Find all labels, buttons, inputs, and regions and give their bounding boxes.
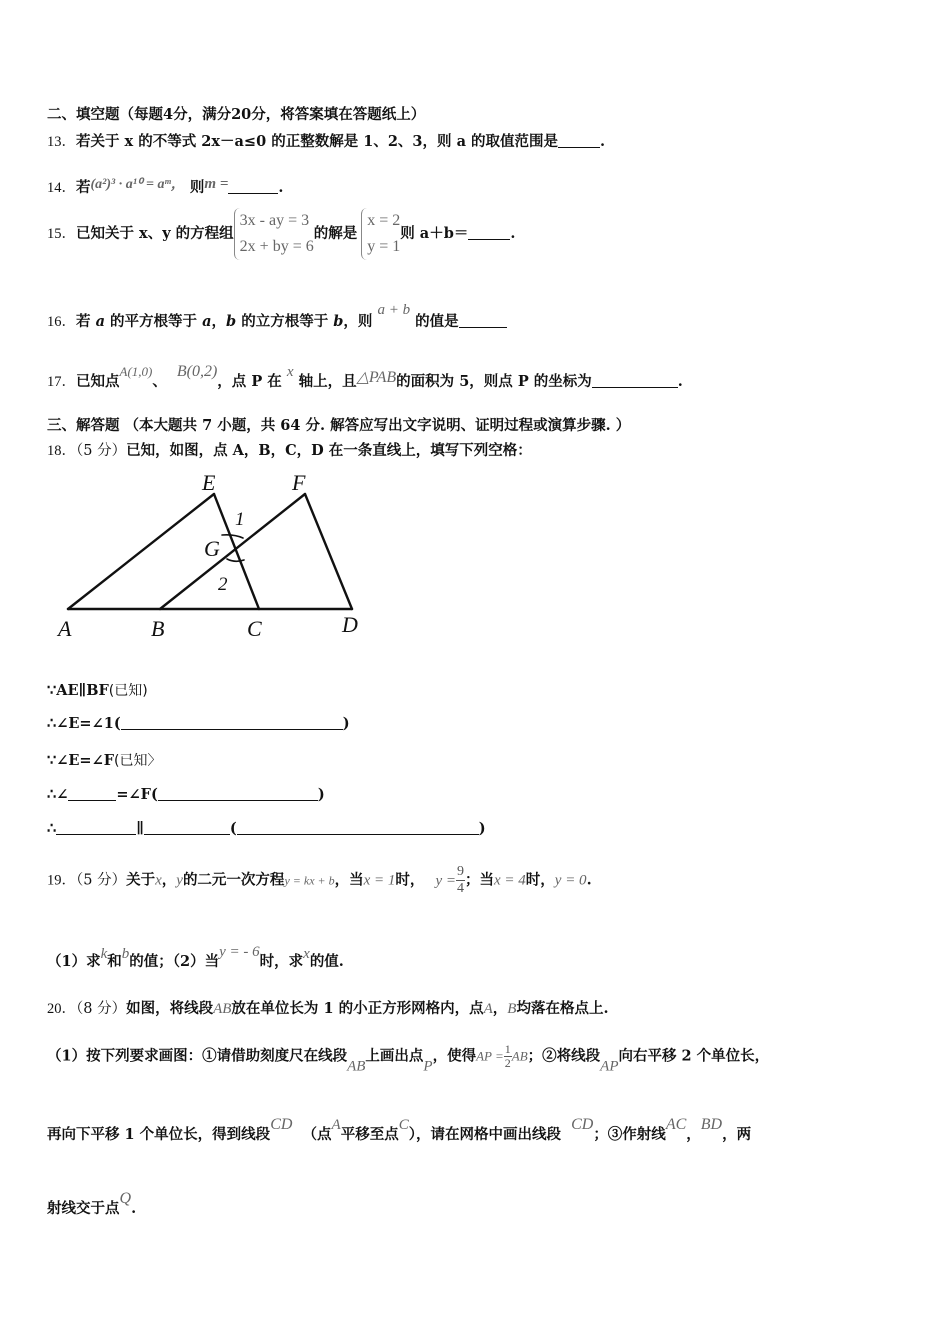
q18-step4-angle-blank[interactable]	[68, 786, 116, 801]
q20-p1d: ；②将线段	[527, 1047, 601, 1065]
q18-step4-close: )	[317, 786, 325, 803]
line-bf	[160, 494, 305, 609]
q20-p3a: 射线交于点	[47, 1200, 120, 1217]
q20-b: B	[507, 1001, 517, 1017]
q16-answer-blank[interactable]	[459, 313, 507, 328]
q20-fraction	[504, 1043, 512, 1070]
q18-step5-parallel: ∥	[136, 820, 144, 837]
q20-eq-left: AP =	[476, 1048, 504, 1064]
q19-cond3: y = 0	[554, 872, 587, 889]
q20-ab2: AB	[347, 1058, 366, 1075]
q19-fraction	[456, 864, 465, 897]
q14-expression: (a²)³ · a¹⁰ = aᵐ，	[90, 177, 185, 192]
section2-header: 二、填空题（每题4分，满分20分，将答案填在答题纸上）	[47, 106, 426, 123]
q17-x: x	[286, 364, 294, 380]
q16-var-b2: b	[333, 313, 344, 330]
q19-equation: y = kx + b	[284, 873, 335, 888]
q19-k: k	[100, 946, 108, 962]
q19-t8: 时，求	[259, 953, 304, 970]
q18-step-3	[47, 750, 162, 770]
q18-geometry-figure	[52, 470, 372, 645]
q19-t9: 的值.	[309, 953, 344, 970]
q18-step5-prefix: ∴	[47, 820, 57, 837]
q18-step2-reason-blank[interactable]	[121, 715, 343, 730]
q20-eq-right: AB	[511, 1048, 528, 1064]
q20-part-1-line3	[47, 1190, 136, 1218]
q19-cond2: x = 4	[494, 872, 526, 889]
q19-t3: ，当	[334, 871, 364, 889]
q19-part-1	[47, 944, 344, 971]
q13-number: 13．	[47, 134, 76, 150]
q20-p2e: ；③作射线	[593, 1126, 666, 1143]
q16-post: 的值是	[415, 313, 459, 330]
q20-ab: AB	[213, 1001, 232, 1017]
q15-answer-blank[interactable]	[468, 225, 510, 240]
q20-p2b: （点	[302, 1126, 332, 1143]
q16-t1: 的平方根等于	[110, 313, 198, 330]
question-20	[47, 997, 609, 1018]
q16-var-b: b	[226, 313, 237, 330]
q18-text: 已知，如图，点 A，B，C，D 在一条直线上，填写下列空格：	[126, 442, 532, 459]
q20-p1e: 向右平移 2 个单位长，	[618, 1047, 770, 1065]
q20-p2a: 再向下平移 1 个单位长，得到线段	[47, 1126, 271, 1143]
q17-t2: 轴上，且	[298, 373, 357, 390]
section3-header: 三、解答题 （本大题共 7 小题，共 64 分. 解答应写出文字说明、证明过程或演算步骤. ）	[47, 417, 631, 434]
q19-end: .	[586, 871, 592, 889]
q20-ap: AP	[600, 1058, 619, 1075]
q18-step4-mid: =∠F	[116, 786, 151, 803]
q14-m: m =	[204, 176, 229, 192]
q14-number: 14．	[47, 180, 76, 196]
q20-fraction-denominator: 2	[504, 1056, 511, 1070]
q17-t1: ，点 P 在	[217, 373, 282, 390]
q20-p1c: ，使得	[432, 1047, 477, 1065]
q14-end: .	[278, 179, 284, 196]
q20-q: Q	[119, 1190, 132, 1207]
q20-cd: CD	[270, 1116, 293, 1133]
label-b: B	[151, 616, 165, 641]
q19-x: x	[155, 872, 162, 889]
q15-eq2: 2x + by = 6	[239, 238, 314, 255]
q15-equation-system	[234, 208, 314, 260]
q20-a2: A	[331, 1117, 341, 1133]
label-f: F	[292, 470, 306, 495]
q15-pre: 已知关于 x、y 的方程组	[76, 225, 234, 242]
q20-t3: 均落在格点上.	[516, 1000, 609, 1017]
q19-t7: 的值；（2）当	[129, 953, 220, 970]
q19-comma: ，	[161, 871, 177, 889]
q15-sol2: y = 1	[367, 238, 401, 255]
q18-step-4	[47, 786, 325, 803]
q18-step3-reason: (已知〉	[114, 753, 162, 769]
q17-end: .	[677, 373, 683, 390]
q18-step5-line2-blank[interactable]	[144, 820, 230, 835]
q14-pre: 若	[76, 179, 91, 196]
q14-answer-blank[interactable]	[228, 179, 278, 194]
q18-step5-close: )	[478, 820, 486, 837]
q18-step1-statement: ∵AE∥BF	[47, 682, 109, 699]
q19-fraction-numerator: 9	[457, 864, 464, 879]
q16-pre: 若	[76, 313, 91, 330]
q18-step2-close: )	[342, 715, 350, 732]
q15-end: .	[510, 225, 516, 242]
q20-ac: AC	[665, 1116, 687, 1133]
label-c: C	[247, 616, 262, 641]
q13-end: .	[600, 133, 606, 150]
q20-a: A	[483, 1001, 493, 1017]
question-13	[47, 130, 605, 151]
q18-step5-line1-blank[interactable]	[56, 820, 136, 835]
q19-t1: 关于	[126, 871, 156, 889]
line-ae	[68, 494, 214, 609]
q20-p1b: 上画出点	[365, 1047, 424, 1065]
q16-number: 16．	[47, 314, 76, 330]
q20-fraction-numerator: 1	[504, 1042, 511, 1056]
q19-b: b	[121, 946, 130, 962]
question-17	[47, 363, 683, 391]
q15-solution-system	[361, 208, 400, 260]
q20-end: .	[131, 1200, 137, 1217]
q14-mid: 则	[189, 179, 205, 196]
q19-cond1: x = 1	[363, 872, 396, 889]
q18-step-1	[47, 680, 148, 700]
q20-p2c: 平移至点	[340, 1126, 399, 1143]
q20-t2: 放在单位长为 1 的小正方形网格内，点	[231, 1000, 484, 1017]
q13-answer-blank[interactable]	[558, 133, 600, 148]
q20-cd2: CD	[571, 1116, 594, 1133]
q17-sep: 、	[152, 373, 167, 390]
question-16	[47, 302, 507, 331]
question-19	[47, 864, 592, 897]
q20-bd: BD	[700, 1116, 723, 1133]
q18-step2-open: (	[113, 715, 121, 732]
q19-number: 19．	[47, 872, 76, 889]
q19-x2: x	[303, 946, 310, 962]
q20-p2f: ，	[686, 1126, 701, 1143]
label-d: D	[342, 612, 358, 637]
q15-post: 则 a＋b＝	[400, 225, 469, 242]
q19-t5: ；当	[465, 871, 494, 889]
q19-fraction-denominator: 4	[457, 881, 464, 896]
q19-cond4: y = - 6	[219, 944, 260, 960]
label-angle-1: 1	[235, 509, 245, 530]
q19-y: y	[176, 872, 183, 889]
q18-step4-reason-blank[interactable]	[158, 786, 318, 801]
label-a: A	[58, 616, 72, 641]
q16-var-a2: a	[202, 313, 212, 330]
q16-comma: ，	[211, 313, 226, 330]
label-angle-2: 2	[218, 574, 228, 595]
q20-p2g: ，两	[722, 1126, 752, 1143]
q18-step4-open: (	[150, 786, 158, 803]
q17-number: 17．	[47, 374, 76, 390]
angle-1-arc	[222, 535, 243, 538]
angle-2-arc	[227, 559, 244, 561]
q20-c: C	[398, 1117, 409, 1133]
q17-triangle: △PAB	[356, 369, 397, 386]
q20-p2d: ），请在网格中画出线段	[408, 1126, 561, 1143]
q20-score: （8 分）	[76, 1001, 127, 1017]
question-18	[47, 439, 532, 460]
q15-mid: 的解是	[313, 225, 358, 242]
question-15	[47, 208, 515, 260]
label-g: G	[204, 536, 220, 561]
q18-step2-statement: ∴∠E=∠1	[47, 715, 114, 732]
q19-p1: （1）求	[47, 953, 101, 970]
q18-step5-reason-blank[interactable]	[237, 820, 479, 835]
q17-answer-blank[interactable]	[592, 373, 678, 388]
q18-step-5	[47, 820, 486, 837]
q18-step5-open: (	[229, 820, 237, 837]
q18-step4-prefix: ∴∠	[47, 786, 69, 803]
q20-part-1-line2	[47, 1116, 751, 1144]
q18-step3-statement: ∵∠E=∠F	[47, 752, 115, 769]
q20-p1a: （1）按下列要求画图：①请借助刻度尺在线段	[47, 1047, 348, 1065]
q20-comma: ，	[492, 1000, 508, 1017]
q18-score: （5 分）	[76, 443, 127, 459]
q17-t3: 的面积为 5，则点 P 的坐标为	[396, 373, 592, 390]
q19-y-equals: y =	[435, 872, 456, 889]
q19-t2: 的二元一次方程	[182, 871, 285, 889]
q18-number: 18．	[47, 443, 76, 459]
q17-point-a: A(1,0)	[119, 364, 153, 379]
q20-t1: 如图，将线段	[126, 1000, 214, 1017]
q19-t6: 时，	[525, 871, 555, 889]
q19-score: （5 分）	[76, 872, 127, 889]
q20-number: 20．	[47, 1001, 76, 1017]
q17-pre: 已知点	[76, 373, 120, 390]
label-e: E	[202, 470, 216, 495]
q18-step-2	[47, 715, 350, 732]
q13-text: 若关于 x 的不等式 2x－a≤0 的正整数解是 1、2、3，则 a 的取值范围是	[76, 133, 559, 150]
question-14	[47, 173, 283, 197]
q19-t4: 时，	[395, 871, 425, 889]
q16-t3: ，则	[343, 313, 373, 330]
q20-part-1-line1	[47, 1043, 769, 1076]
q20-p: P	[423, 1058, 433, 1075]
q15-sol1: x = 2	[367, 212, 401, 229]
q16-var-a: a	[95, 313, 105, 330]
q15-eq1: 3x - ay = 3	[239, 212, 310, 229]
q19-and: 和	[107, 953, 122, 970]
line-fd	[305, 494, 352, 609]
q16-t2: 的立方根等于	[241, 313, 329, 330]
q15-number: 15．	[47, 226, 76, 242]
q17-point-b: B(0,2)	[176, 363, 218, 380]
q18-step1-reason: (已知)	[108, 683, 148, 699]
q16-expression: a + b	[377, 302, 411, 318]
